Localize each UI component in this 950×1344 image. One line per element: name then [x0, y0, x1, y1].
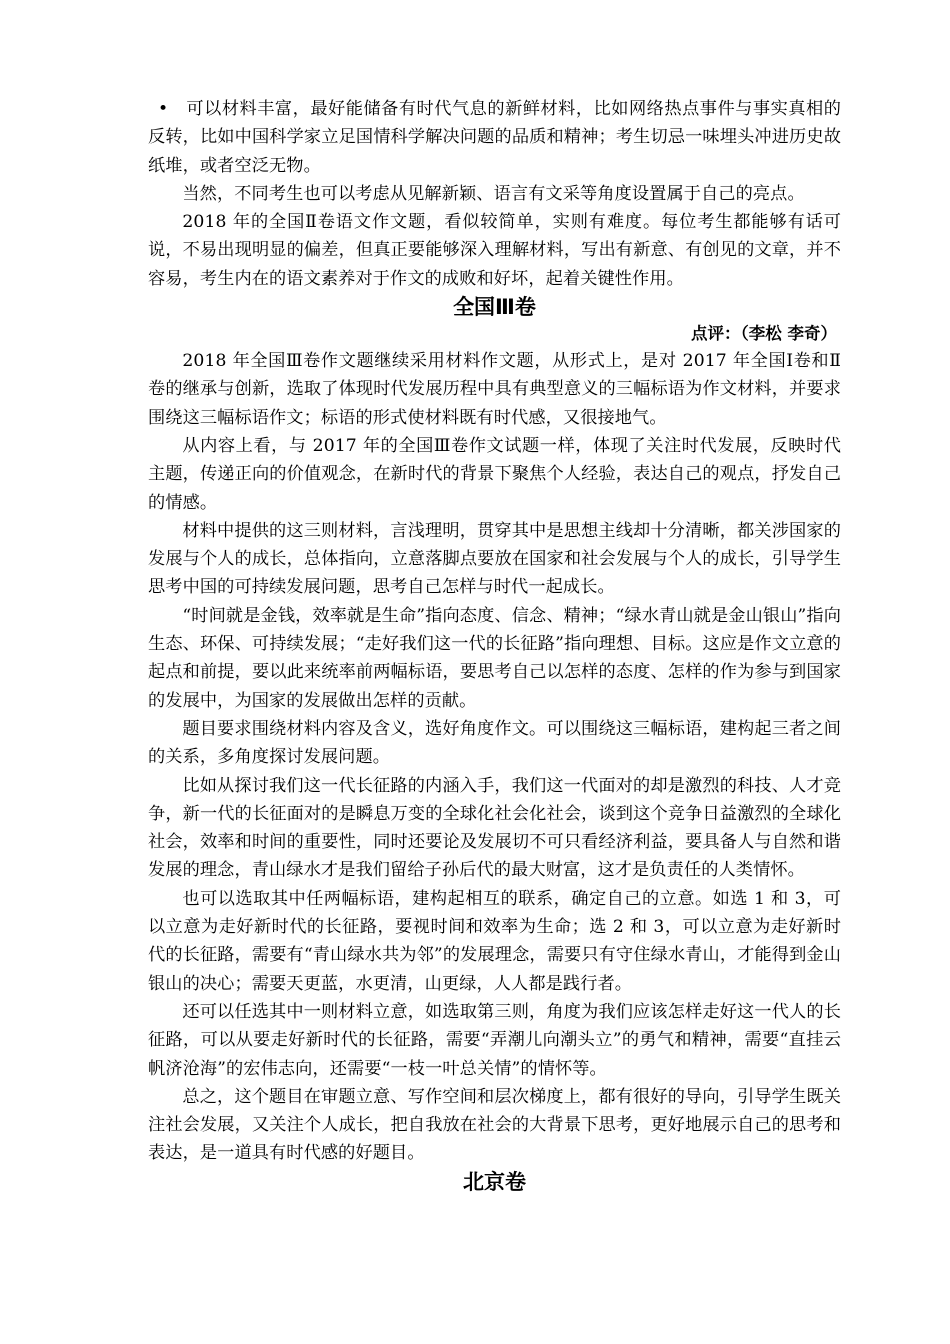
body-paragraph: 从内容上看，与 2017 年的全国Ⅲ卷作文试题一样，体现了关注时代发展，反映时代主题，传递正向的价值观念，在新时代的背景下聚焦个人经验，表达自己的观点，抒发自己的情感。 — [148, 435, 841, 513]
reviewer-credit: 点评：（李松 李奇） — [691, 324, 837, 344]
body-paragraph: 比如从探讨我们这一代长征路的内涵入手，我们这一代面对的却是激烈的科技、人才竞争，新一代的长征面对的是瞬息万变的全球化社会化社会，谈到这个竞争日益激烈的全球化社会，效率和时间的重要性，同时还要论及发展切不可只看经济利益，要具备人与自然和谐发展的理念，青山绿水才是我们留给子孙后代的最大财富，这才是负责任的人类情怀。 — [148, 775, 841, 881]
body-paragraph: “时间就是金钱，效率就是生命”指向态度、信念、精神；“绿水青山就是金山银山”指向生态、环保、可持续发展；“走好我们这一代的长征路”指向理想、目标。这应是作文立意的起点和前提，要以此来统率前两幅标语，要思考自己以怎样的态度、怎样的作为参与到国家的发展中，为国家的发展做出怎样的贡献。 — [148, 605, 841, 711]
body-paragraph: 总之，这个题目在审题立意、写作空间和层次梯度上，都有很好的导向，引导学生既关注社会发展，又关注个人成长，把自我放在社会的大背景下思考，更好地展示自己的思考和表达，是一道具有时代感的好题目。 — [148, 1086, 841, 1164]
intro-bullet-paragraph — [148, 95, 841, 180]
section-title-beijing: 北京卷 — [463, 1169, 526, 1194]
intro-bullet-text: 可以材料丰富，最好能储备有时代气息的新鲜材料，比如网络热点事件与事实真相的反转，比如中国科学家立足国情科学解决问题的品质和精神；考生切忌一味埋头冲进历史故纸堆，或者空泛无物。 — [148, 99, 841, 176]
body-paragraph: 2018 年全国Ⅲ卷作文题继续采用材料作文题，从形式上，是对 2017 年全国Ⅰ卷和Ⅱ卷的继承与创新，选取了体现时代发展历程中具有典型意义的三幅标语为作文材料，并要求围绕这三幅标语作文；标语的形式使材料既有时代感，又很接地气。 — [148, 351, 841, 428]
body-paragraph: 题目要求围绕材料内容及含义，选好角度作文。可以围绕这三幅标语，建构起三者之间的关系，多角度探讨发展问题。 — [148, 718, 841, 768]
document-page — [148, 95, 841, 1196]
intro-paragraph: 当然，不同考生也可以考虑从见解新颖、语言有文采等角度设置属于自己的亮点。 — [182, 183, 805, 204]
body-paragraph: 还可以任选其中一则材料立意，如选取第三则，角度为我们应该怎样走好这一代人的长征路，可以从要走好新时代的长征路，需要“弄潮儿向潮头立”的勇气和精神，需要“直挂云帆济沧海”的宏伟志向，还需要“一枝一叶总关情”的情怀等。 — [148, 1001, 841, 1079]
bullet-icon: • — [158, 99, 169, 119]
section-title-national3: 全国Ⅲ卷 — [453, 295, 536, 320]
intro-paragraph: 2018 年的全国Ⅱ卷语文作文题，看似较简单，实则有难度。每位考生都能够有话可说，不易出现明显的偏差，但真正要能够深入理解材料，写出有新意、有创见的文章，并不容易，考生内在的语文素养对于作文的成败和好坏，起着关键性作用。 — [148, 212, 841, 289]
body-paragraph: 也可以选取其中任两幅标语，建构起相互的联系，确定自己的立意。如选 1 和 3，可以立意为走好新时代的长征路，要视时间和效率为生命；选 2 和 3，可以立意为走好新时代的长征路，需要有“青山绿水共为邻”的发展理念，需要只有守住绿水青山，才能得到金山银山的决心；需要天更蓝，水更清，山更绿，人人都是践行者。 — [148, 888, 841, 994]
body-paragraph: 材料中提供的这三则材料，言浅理明，贯穿其中是思想主线却十分清晰，都关涉国家的发展与个人的成长，总体指向，立意落脚点要放在国家和社会发展与个人的成长，引导学生思考中国的可持续发展问题，思考自己怎样与时代一起成长。 — [148, 520, 841, 598]
